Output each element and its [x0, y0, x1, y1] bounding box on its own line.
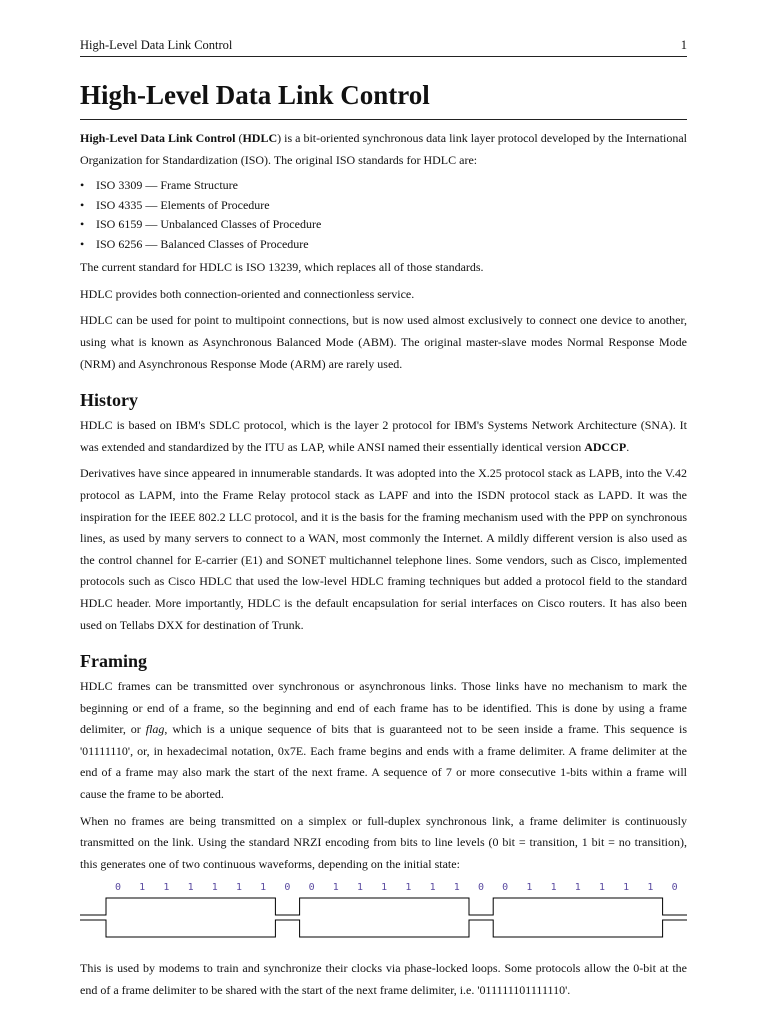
- bit-label: 1: [211, 882, 218, 894]
- history-heading: History: [80, 390, 138, 411]
- flag-term: flag: [145, 722, 165, 737]
- list-item: • ISO 6159 — Unbalanced Classes of Procedure: [80, 215, 687, 235]
- intro-paragraph: [80, 128, 687, 171]
- bit-label: 1: [381, 882, 388, 894]
- intro-term: High-Level Data Link Control: [80, 131, 236, 145]
- framing-paragraph-3: This is used by modems to train and synchronize their clocks via phase-locked loops. Some protocols allow the 0-bit at the end of a frame delimiter to be shared with the start of the next frame delimiter, i.e. '011111101111110'.: [80, 961, 687, 998]
- bit-label: 0: [308, 882, 315, 894]
- services-paragraph: HDLC provides both connection-oriented and connectionless service.: [80, 286, 415, 301]
- bit-label: 1: [235, 882, 243, 894]
- bit-labels: [115, 882, 678, 893]
- framing-p1-b: , which is a unique sequence of bits that is guaranteed not to be seen inside a frame. This sequence is '01111110', or, in hexadecimal notation, 0x7E. Each frame begins and ends with a frame delimiter. A frame delimiter at the end of a frame may also mark the start of the next frame. A sequence of 7 or more consecutive 1-bits within a frame will cause the frame to be aborted.: [80, 722, 687, 802]
- framing-paragraph-1: [80, 676, 687, 806]
- multipoint-paragraph: HDLC can be used for point to multipoint connections, but is now used almost exclusively to connect one device to another, using what is known as Asynchronous Balanced Mode (ABM). The original master-slave modes Normal Response Mode (NRM) and Asynchronous Response Mode (ARM) are rarely used.: [80, 313, 687, 371]
- bit-label: 1: [598, 882, 606, 894]
- bit-label: 1: [453, 882, 460, 894]
- bit-label: 1: [623, 882, 630, 894]
- running-header: [80, 38, 687, 57]
- bit-label: 1: [187, 882, 194, 894]
- waveform-a: [80, 898, 687, 915]
- bit-label: 1: [550, 882, 557, 894]
- current-standard-paragraph: The current standard for HDLC is ISO 13239, which replaces all of those standards.: [80, 260, 484, 275]
- bit-label: 1: [574, 882, 581, 894]
- intro-abbr: HDLC: [242, 131, 278, 145]
- bit-label: 0: [477, 882, 485, 894]
- bit-label: 1: [139, 882, 146, 894]
- standards-list: [80, 176, 687, 254]
- running-header-title: High-Level Data Link Control: [80, 38, 233, 52]
- bit-label: 1: [647, 882, 654, 894]
- bit-label: 0: [671, 882, 678, 894]
- bit-label: 1: [405, 882, 412, 894]
- bit-label: 1: [429, 882, 436, 894]
- bit-label: 0: [502, 882, 509, 894]
- intro-rest: ) is a bit-oriented synchronous data link layer protocol developed by the International Organization for Standardization (ISO). The original ISO standards for HDLC are:: [80, 131, 688, 167]
- list-item: • ISO 6256 — Balanced Classes of Procedure: [80, 235, 687, 255]
- waveform-b: [80, 920, 687, 937]
- list-item: • ISO 4335 — Elements of Procedure: [80, 196, 687, 216]
- adccp-term: ADCCP: [584, 439, 627, 454]
- history-p1-text: HDLC is based on IBM's SDLC protocol, which is the layer 2 protocol for IBM's Systems Network Architecture (SNA). It was extended and standardized by the ITU as LAP, while ANSI named their essentially identical version: [80, 418, 687, 454]
- history-paragraph-2: Derivatives have since appeared in innumerable standards. It was adopted into the X.25 protocol stack as LAPB, into the V.42 protocol as LAPM, into the Frame Relay protocol stack as LAPF and into the ISDN protocol stack as LAPD. It was the inspiration for the IEEE 802.2 LLC protocol, and it is the basis for the framing mechanism used with the PPP on synchronous lines, as used by many servers to connect to a WAN, most commonly the Internet. A mildly different version is also used as the control channel for E-carrier (E1) and SONET multichannel telephone lines. Some vendors, such as Cisco, implemented protocols such as Cisco HDLC that used the low-level HDLC framing techniques but added a protocol field to the standard HDLC header. More importantly, HDLC is the default encapsulation for serial interfaces on Cisco routers. It has also been used on Tellabs DXX for destination of Trunk.: [80, 466, 687, 632]
- bit-label: 1: [526, 882, 533, 894]
- bit-label: 1: [163, 882, 170, 894]
- framing-p1-a: HDLC frames can be transmitted over synchronous or asynchronous links. Those links have no mechanism to mark the beginning or end of a frame, so the beginning and end of each frame has to be identified. This is done by using a frame delimiter, or: [80, 679, 687, 737]
- page-number: 1: [680, 38, 687, 52]
- framing-heading: Framing: [80, 651, 147, 672]
- article-content: [80, 78, 687, 1007]
- intro-open-paren: (: [235, 131, 243, 145]
- nrzi-waveform-diagram: [80, 880, 687, 952]
- bit-label: 0: [114, 882, 122, 894]
- history-p1-end: .: [626, 439, 630, 454]
- bit-label: 1: [356, 882, 364, 894]
- article-title: High-Level Data Link Control: [80, 78, 687, 120]
- bit-label: 1: [332, 882, 339, 894]
- bit-label: 0: [284, 882, 291, 894]
- list-item: • ISO 3309 — Frame Structure: [80, 176, 687, 196]
- history-paragraph-1: [80, 415, 687, 458]
- framing-paragraph-2: When no frames are being transmitted on a simplex or full-duplex synchronous link, a frame delimiter is continuously transmitted on the link. Using the standard NRZI encoding from bits to line levels (0 bit = transition, 1 bit = no transition), this generates one of two continuous waveforms, depending on the initial state:: [80, 813, 687, 871]
- bit-label: 1: [260, 882, 267, 894]
